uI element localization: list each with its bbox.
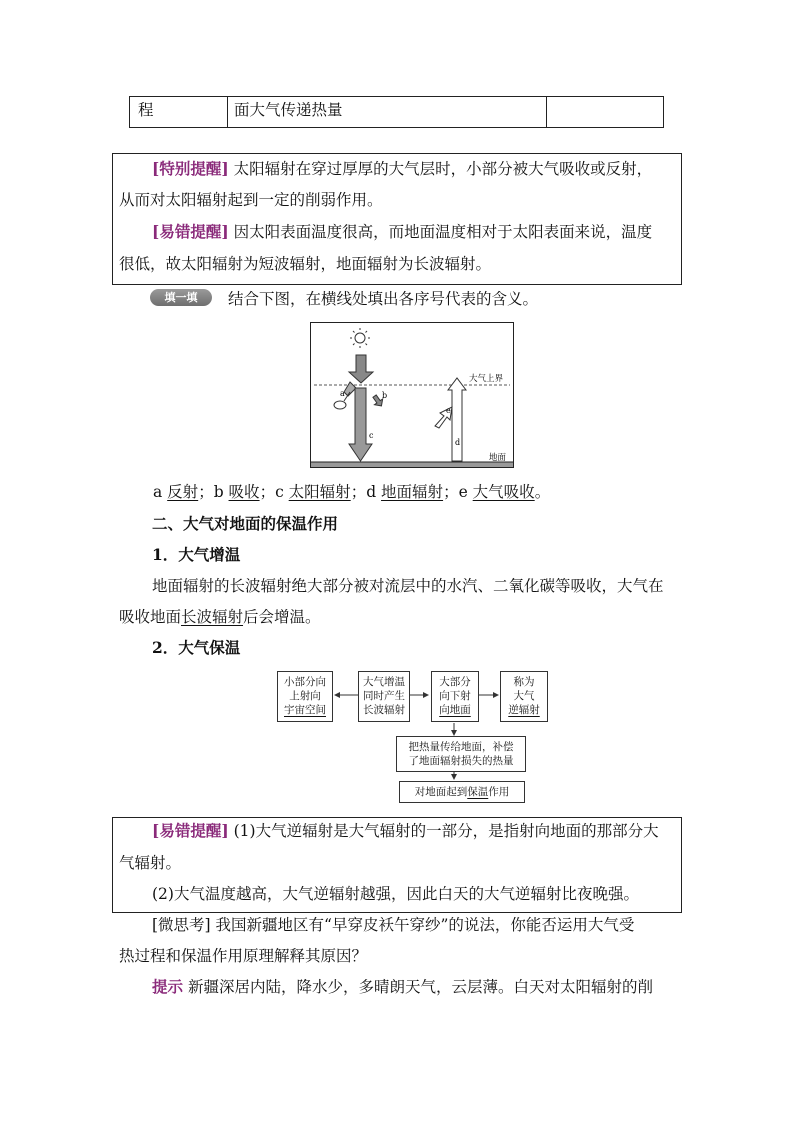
notice2-text1b: 气辐射。: [119, 854, 182, 872]
p1b-pre: 吸收地面: [119, 608, 182, 626]
think-question-a: 我国新疆地区有“早穿皮袄午穿纱”的说法，你能否运用大气受: [215, 916, 635, 934]
flow-box-5: [396, 736, 526, 772]
label-atmosphere-top: 大气上界: [469, 374, 504, 384]
label-d: d: [455, 438, 461, 447]
notice1-text2b: 很低，故太阳辐射为短波辐射，地面辐射为长波辐射。: [119, 255, 492, 273]
fill-instruction: 结合下图，在横线处填出各序号代表的含义。: [228, 290, 539, 308]
notice2-text2: (2)大气温度越高，大气逆辐射越强，因此白天的大气逆辐射比夜晚强。: [152, 885, 639, 903]
flow-box5-line2: 了地面辐射损失的热量: [408, 755, 514, 767]
flow-box-6: [399, 781, 525, 803]
hint-line: [152, 976, 653, 998]
flow-box6-pre: 对地面起到: [414, 786, 468, 798]
flow-box2-line3: 长波辐射: [363, 704, 405, 716]
flow-box5-line1: 把热量传给地面，补偿: [408, 741, 514, 753]
label-e: e: [446, 406, 451, 415]
error-reminder-tag-2: [易错提醒]: [152, 821, 229, 840]
answer-a: 反射: [167, 483, 199, 501]
flow-box-3: [431, 671, 479, 722]
flow-box3-line3: 向地面: [439, 704, 471, 716]
flow-box-1: [277, 671, 333, 722]
label-a: a: [340, 389, 345, 398]
table-cell-1-text: 程: [138, 101, 154, 119]
answer-b: 吸收: [228, 483, 260, 501]
notice2-text1a: (1)大气逆辐射是大气辐射的一部分，是指射向地面的那部分大: [233, 822, 659, 840]
p1b-post: 后会增温。: [243, 608, 321, 626]
flow-box2-line2: 同时产生: [363, 690, 405, 702]
answer-end: 。: [534, 483, 551, 501]
flow-box6-post: 作用: [488, 786, 510, 798]
notice1-text1b: 从而对太阳辐射起到一定的削弱作用。: [119, 191, 383, 209]
answer-c: 太阳辐射: [288, 483, 351, 501]
answer-a-prefix: a: [153, 483, 168, 501]
think-tag: [微思考]: [152, 916, 211, 934]
p1b-underline: 长波辐射: [181, 608, 244, 626]
flow-box1-line1: 小部分向: [284, 676, 326, 688]
flow-box1-line3: 宇宙空间: [284, 704, 326, 716]
flow-box-2: [358, 671, 410, 722]
label-c: c: [369, 431, 374, 440]
flow-box-4: [500, 671, 548, 722]
answer-d: 地面辐射: [381, 483, 444, 501]
flow-box2-line1: 大气增温: [363, 676, 405, 688]
flow-box6-underline: 保温: [467, 786, 489, 798]
notice1-text2a: 因太阳表面温度很高，而地面温度相对于太阳表面来说，温度: [233, 223, 653, 241]
subheading-1: 1．大气增温: [152, 545, 241, 564]
flow-box3-line2: 向下射: [439, 690, 471, 702]
hint-text: 新疆深居内陆，降水少，多晴朗天气，云层薄。白天对太阳辐射的削: [187, 978, 653, 996]
label-ground: 地面: [489, 453, 507, 463]
answer-e: 大气吸收: [472, 483, 535, 501]
flow-box3-line1: 大部分: [439, 676, 471, 688]
section2-heading: 二、大气对地面的保温作用: [152, 514, 339, 533]
flow-box4-line2: 大气: [513, 690, 535, 702]
notice1-text1a: 太阳辐射在穿过厚厚的大气层时，小部分被大气吸收或反射，: [233, 160, 653, 178]
error-reminder-tag: [易错提醒]: [152, 222, 229, 241]
notice2-line1: [152, 820, 659, 842]
hint-tag: 提示: [152, 977, 184, 996]
think-question-b: 热过程和保温作用原理解释其原因？: [119, 947, 368, 965]
flow-box4-line3: 逆辐射: [508, 704, 540, 716]
flow-box1-line2: 上射向: [289, 690, 321, 702]
special-reminder-tag: [特别提醒]: [152, 159, 229, 178]
section2-p1a: 地面辐射的长波辐射绝大部分被对流层中的水汽、二氧化碳等吸收，大气在: [152, 577, 664, 595]
answer-sep3: ；d: [350, 483, 382, 501]
label-b: b: [382, 391, 388, 400]
answer-sep4: ；e: [443, 483, 473, 501]
think-line1: [152, 914, 634, 936]
table-cell-2-text: 面大气传递热量: [234, 101, 343, 119]
answer-sep2: ；c: [259, 483, 289, 501]
flow-box4-line1: 称为: [513, 676, 535, 688]
fill-in-badge: 填一填: [150, 289, 212, 306]
answer-sep1: ；b: [198, 483, 229, 501]
subheading-2: 2．大气保温: [152, 638, 241, 657]
